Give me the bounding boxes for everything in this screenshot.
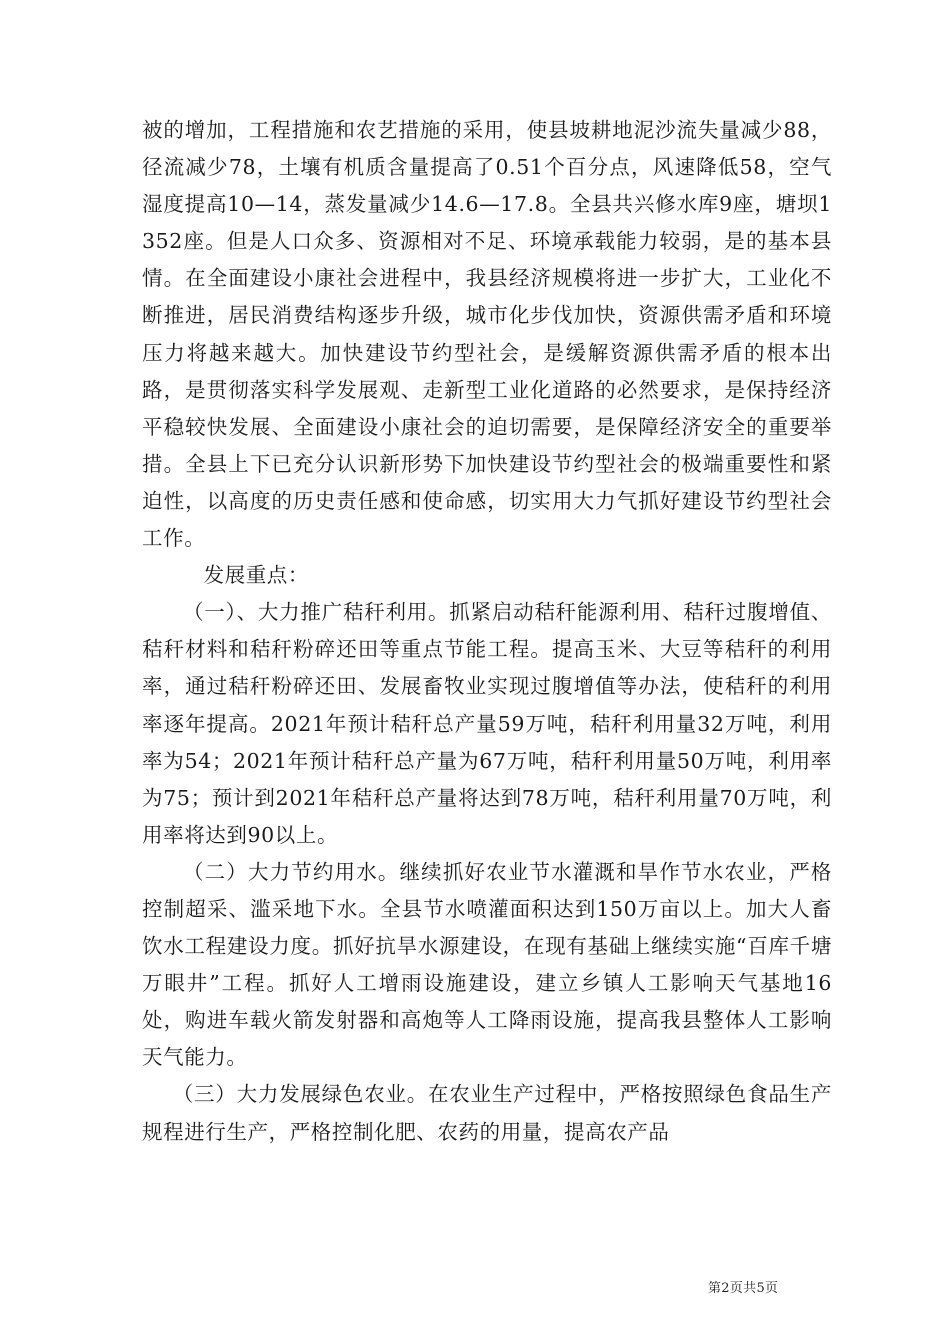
paragraph-straw-utilization: （一）、大力推广秸秆利用。抓紧启动秸秆能源利用、秸秆过腹增值、秸秆材料和秸秆粉碎还田等重点节能工程。提高玉米、大豆等秸秆的利用率，通过秸秆粉碎还田、发展畜牧业实现过腹增值等办法，使秸秆的利用率逐年提高。2021年预计秸秆总产量59万吨，秸秆利用量32万吨，利用率为54；2021年预计秸秆总产量为67万吨，秸秆利用量50万吨，利用率为75；预计到2021年秸秆总产量将达到78万吨，秸秆利用量70万吨，利用率将达到90以上。 xyxy=(142,600,832,847)
paragraph-water-saving: （二）大力节约用水。继续抓好农业节水灌溉和旱作节水农业，严格控制超采、滥采地下水。全县节水喷灌面积达到150万亩以上。加大人畜饮水工程建设力度。抓好抗旱水源建设，在现有基础上继续实施“百库千塘万眼井”工程。抓好人工增雨设施建设，建立乡镇人工影响天气基地16处，购进车载火箭发射器和高炮等人工降雨设施，提高我县整体人工影响天气能力。 xyxy=(142,859,832,1070)
paragraph-green-agriculture: （三）大力发展绿色农业。在农业生产过程中，严格按照绿色食品生产规程进行生产，严格控制化肥、农药的用量，提高农产品 xyxy=(142,1082,832,1144)
paragraph-intro-continuation: 被的增加，工程措施和农艺措施的采用，使县坡耕地泥沙流失量减少88，径流减少78，土壤有机质含量提高了0.51个百分点，风速降低58，空气湿度提高10—14，蒸发量减少14.6—17.8。全县共兴修水库9座，塘坝1352座。但是人口众多、资源相对不足、环境承载能力较弱，是的基本县情。在全面建设小康社会进程中，我县经济规模将进一步扩大，工业化不断推进，居民消费结构逐步升级，城市化步伐加快，资源供需矛盾和环境压力将越来越大。加快建设节约型社会，是缓解资源供需矛盾的根本出路，是贯彻落实科学发展观、走新型工业化道路的必然要求，是保持经济平稳较快发展、全面建设小康社会的迫切需要，是保障经济安全的重要举措。全县上下已充分认识新形势下加快建设节约型社会的极端重要性和紧迫性，以高度的历史责任感和使命感，切实用大力气抓好建设节约型社会工作。 xyxy=(142,118,832,551)
paragraph-development-focus-heading: 发展重点： xyxy=(203,563,309,588)
document-body xyxy=(142,112,832,1151)
page-number: 第2页共5页 xyxy=(708,1281,779,1296)
